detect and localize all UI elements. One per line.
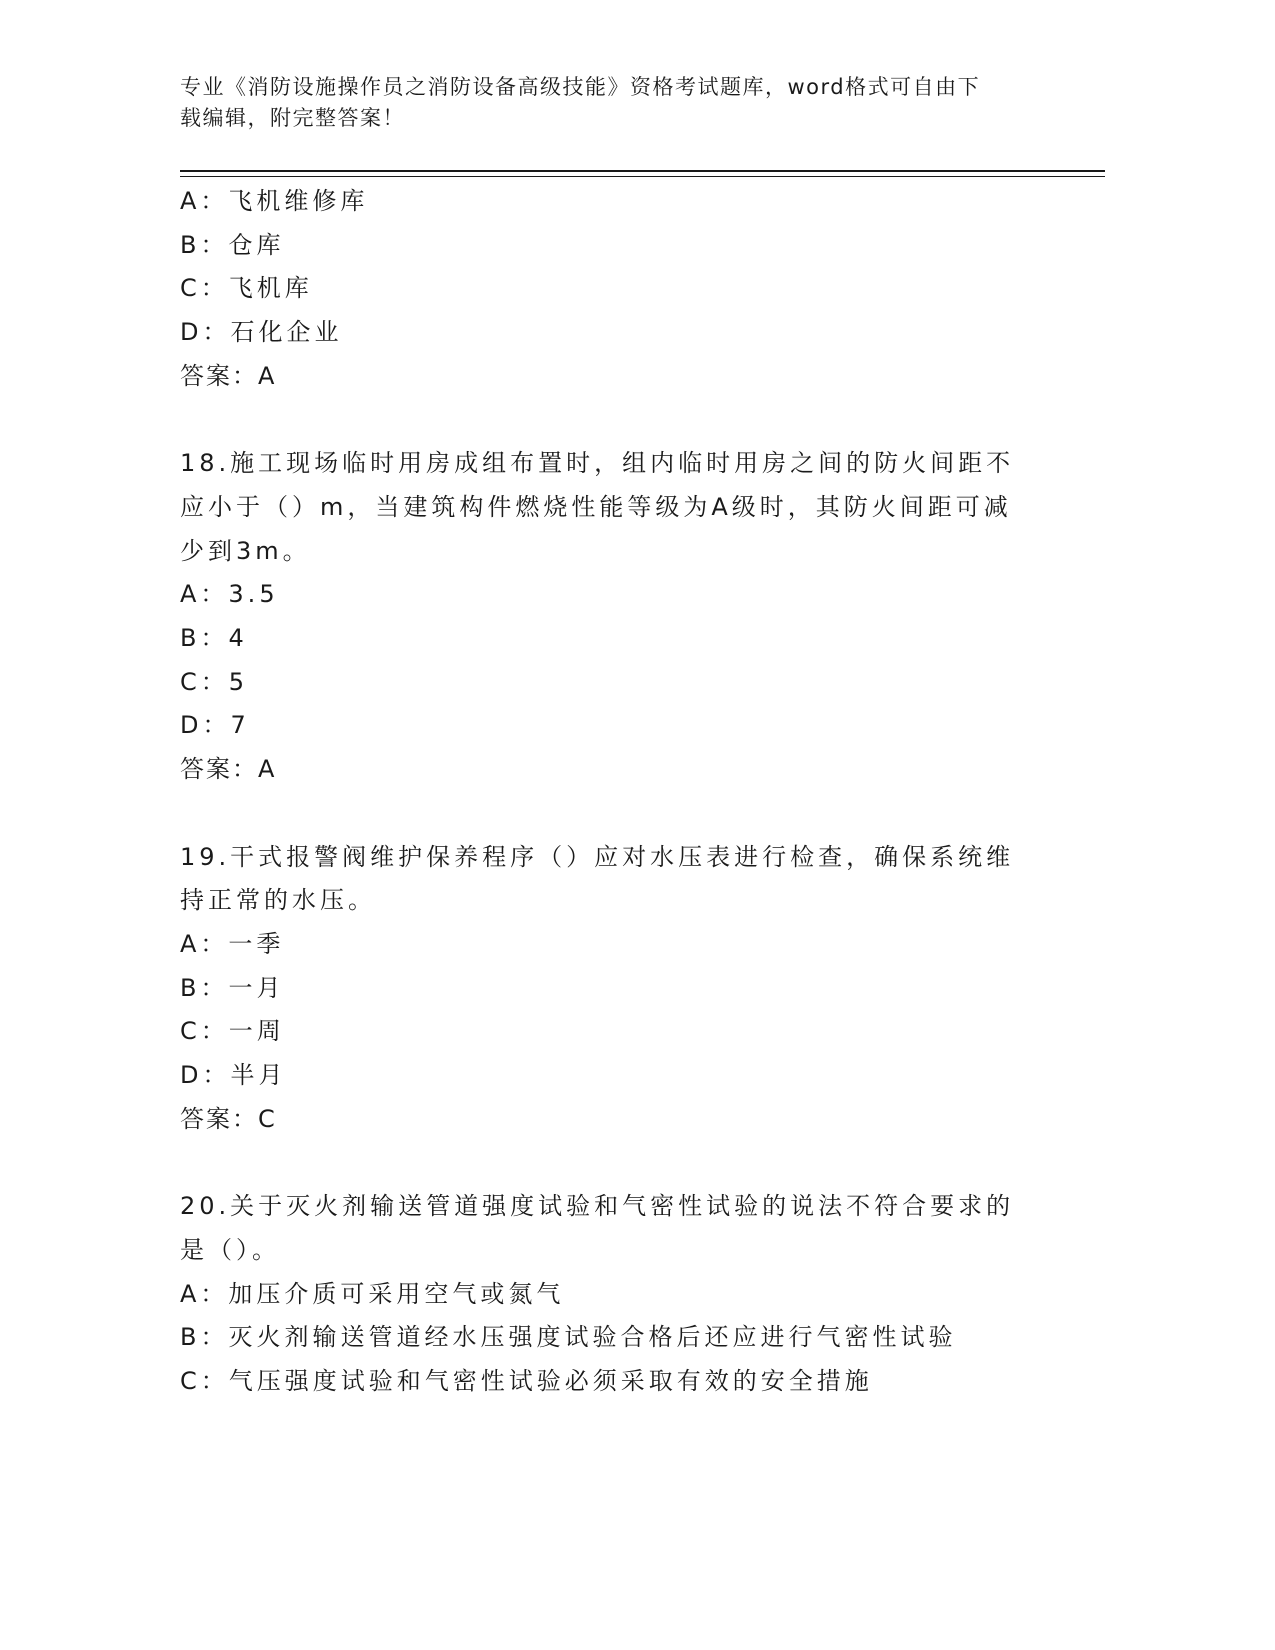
question-spacer <box>180 792 1030 836</box>
header-line-1: 专业《消防设施操作员之消防设备高级技能》资格考试题库，word格式可自由下 <box>180 75 981 99</box>
option-c: C：一周 <box>180 1017 285 1046</box>
option-a: A：3.5 <box>180 580 279 609</box>
question-17-tail <box>180 180 1030 399</box>
header-divider-thick <box>180 170 1105 172</box>
option-a: A：一季 <box>180 929 285 958</box>
answer-line: 答案：C <box>180 1104 277 1133</box>
option-c: C：5 <box>180 667 249 696</box>
question-20 <box>180 1185 1030 1404</box>
answer-line: 答案：A <box>180 755 277 784</box>
option-b: B：仓库 <box>180 230 285 259</box>
option-b: B：灭火剂输送管道经水压强度试验合格后还应进行气密性试验 <box>180 1323 957 1352</box>
question-stem: 18.施工现场临时用房成组布置时，组内临时用房之间的防火间距不应小于（）m，当建筑构件燃烧性能等级为A级时，其防火间距可减少到3m。 <box>180 449 1015 565</box>
option-c: C：飞机库 <box>180 274 313 303</box>
header-divider-thin <box>180 176 1105 177</box>
question-spacer <box>180 399 1030 443</box>
question-18 <box>180 442 1030 792</box>
option-a: A：飞机维修库 <box>180 187 369 215</box>
question-19 <box>180 836 1030 1142</box>
option-a: A：加压介质可采用空气或氮气 <box>180 1279 565 1308</box>
question-stem: 20.关于灭火剂输送管道强度试验和气密性试验的说法不符合要求的是（）。 <box>180 1192 1015 1264</box>
option-d: D：石化企业 <box>180 318 343 347</box>
option-b: B：4 <box>180 624 248 653</box>
question-spacer <box>180 1141 1030 1185</box>
question-stem: 19.干式报警阀维护保养程序（）应对水压表进行检查，确保系统维持正常的水压。 <box>180 842 1015 915</box>
option-d: D：7 <box>180 711 250 740</box>
document-header <box>180 72 1040 134</box>
header-line-2: 载编辑，附完整答案！ <box>180 106 405 130</box>
option-d: D：半月 <box>180 1061 287 1090</box>
question-list <box>180 180 1030 1404</box>
option-c: C：气压强度试验和气密性试验必须采取有效的安全措施 <box>180 1366 873 1395</box>
option-b: B：一月 <box>180 973 285 1002</box>
answer-line: 答案：A <box>180 361 277 390</box>
